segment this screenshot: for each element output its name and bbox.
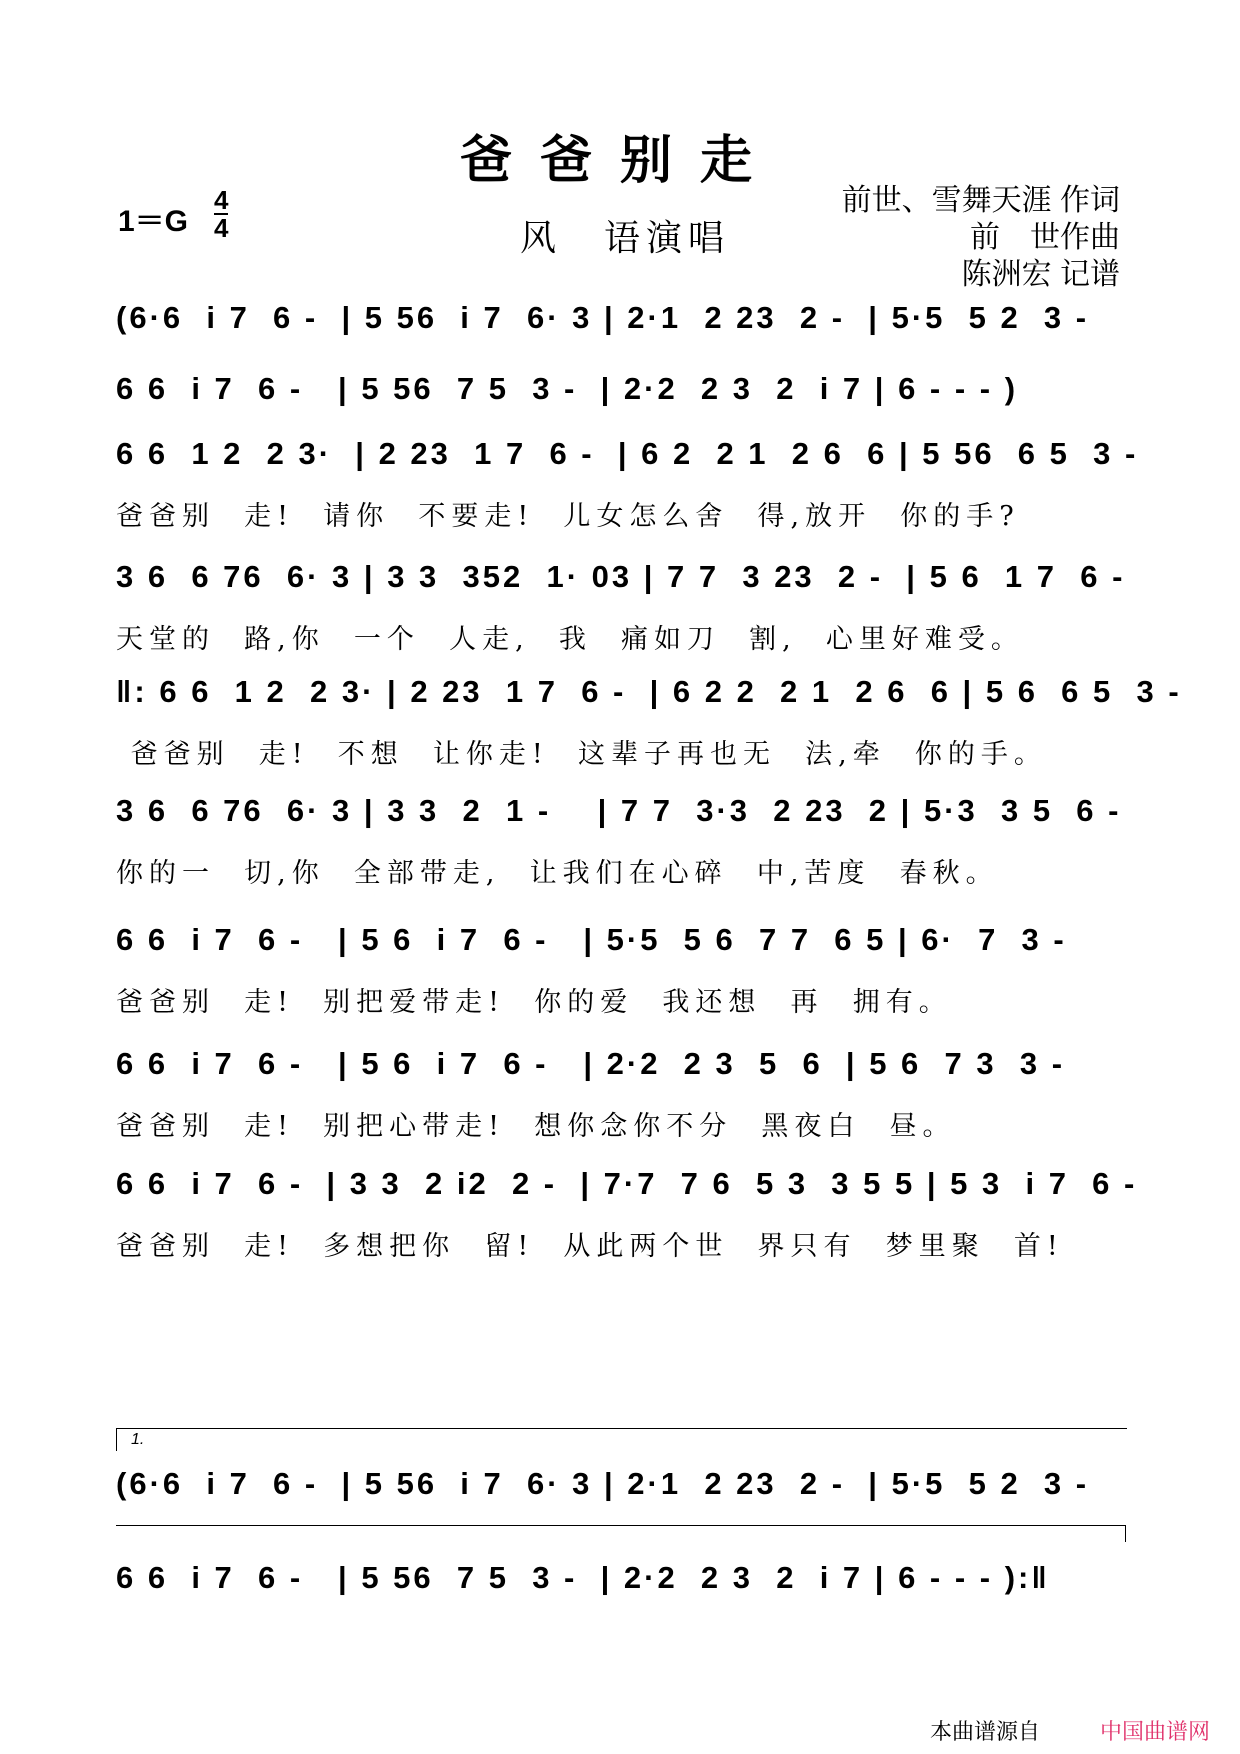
credits	[842, 182, 1120, 293]
notes-line: (6·6 i 7 6 - | 5 56 i 7 6· 3 | 2·1 2 23 2 - | 5·5 5 2 3 -	[116, 1466, 1090, 1501]
lyrics-line: 爸爸别 走! 不想 让你走! 这辈子再也无 法,牵 你的手。	[116, 739, 1047, 770]
notes-line: ‖: 6 6 1 2 2 3· | 2 23 1 7 6 - | 6 2 2 2 1 2 6 6 | 5 6 6 5 3 -	[116, 674, 1182, 709]
transcriber-credit: 陈洲宏 记谱	[961, 258, 1120, 291]
notes-line: 6 6 1 2 2 3· | 2 23 1 7 6 - | 6 2 2 1 2 6 6 | 5 56 6 5 3 -	[116, 436, 1139, 471]
time-signature-top: 4	[214, 185, 229, 215]
lyrics-line: 你的一 切,你 全部带走, 让我们在心碎 中,苦度 春秋。	[116, 858, 999, 889]
volta-bracket	[116, 1428, 1127, 1451]
lyrics-line: 爸爸别 走! 别把爱带走! 你的爱 我还想 再 拥有。	[116, 987, 952, 1018]
volta-label: 1.	[131, 1431, 145, 1448]
composer-credit: 前 世作曲	[970, 221, 1120, 254]
lyrics-line: 爸爸别 走! 别把心带走! 想你念你不分 黑夜白 昼。	[116, 1111, 956, 1142]
time-signature-bottom: 4	[214, 213, 229, 243]
notes-line: 3 6 6 76 6· 3 | 3 3 352 1· 03 | 7 7 3 23 2 - | 5 6 1 7 6 -	[116, 559, 1126, 594]
notes-line: 6 6 i 7 6 - | 5 56 7 5 3 - | 2·2 2 3 2 i 7 | 6 - - - )	[116, 371, 1019, 406]
footer-source: 本曲谱源自	[930, 1719, 1041, 1744]
notes-line: 6 6 i 7 6 - | 3 3 2 i2 2 - | 7·7 7 6 5 3 3 5 5 | 5 3 i 7 6 -	[116, 1166, 1138, 1201]
notes-line: 6 6 i 7 6 - | 5 56 7 5 3 - | 2·2 2 3 2 i 7 | 6 - - - ):‖	[116, 1560, 1050, 1595]
lyricist-credit: 前世、雪舞天涯 作词	[841, 184, 1120, 217]
lyrics-line: 天堂的 路,你 一个 人走, 我 痛如刀 割, 心里好难受。	[116, 624, 1024, 655]
singer-credit: 风 语演唱	[520, 217, 731, 258]
footer-site: 中国曲谱网	[1100, 1719, 1211, 1744]
song-title: 爸爸别走	[459, 130, 780, 191]
notes-line: (6·6 i 7 6 - | 5 56 i 7 6· 3 | 2·1 2 23 2 - | 5·5 5 2 3 -	[116, 300, 1090, 335]
notes-line: 6 6 i 7 6 - | 5 6 i 7 6 - | 2·2 2 3 5 6 | 5 6 7 3 3 -	[116, 1046, 1066, 1081]
lyrics-line: 爸爸别 走! 请你 不要走! 儿女怎么舍 得,放开 你的手?	[116, 501, 1020, 532]
volta-bracket-end	[116, 1525, 1126, 1526]
notes-line: 6 6 i 7 6 - | 5 6 i 7 6 - | 5·5 5 6 7 7 6 5 | 6· 7 3 -	[116, 922, 1067, 957]
lyrics-line: 爸爸别 走! 多想把你 留! 从此两个世 界只有 梦里聚 首!	[116, 1231, 1064, 1262]
time-signature	[214, 185, 229, 243]
key-signature: 1＝G	[118, 205, 189, 238]
notes-line: 3 6 6 76 6· 3 | 3 3 2 1 - | 7 7 3·3 2 23 2 | 5·3 3 5 6 -	[116, 793, 1122, 828]
